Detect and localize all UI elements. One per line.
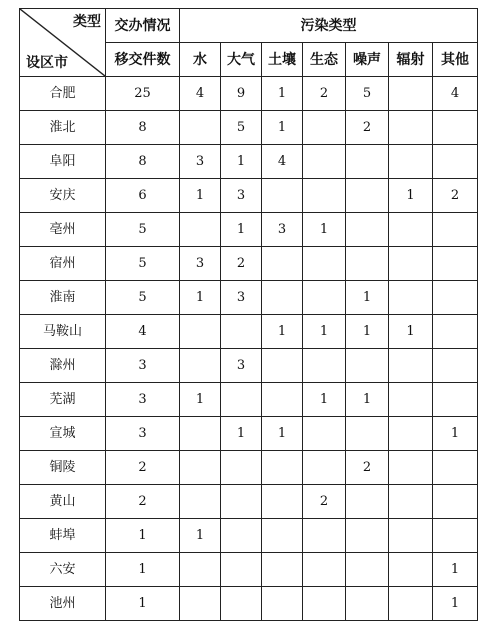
referral-count-cell: 5 bbox=[106, 213, 180, 247]
pollution-count-cell bbox=[433, 485, 478, 519]
pollution-count-cell bbox=[180, 349, 221, 383]
pollution-count-cell bbox=[180, 587, 221, 621]
pollution-count-cell bbox=[180, 485, 221, 519]
pollution-count-cell bbox=[346, 213, 389, 247]
referral-count-cell: 2 bbox=[106, 451, 180, 485]
pollution-count-cell bbox=[389, 519, 433, 553]
pollution-count-cell bbox=[346, 417, 389, 451]
pollution-count-cell: 3 bbox=[262, 213, 303, 247]
pollution-count-cell bbox=[180, 451, 221, 485]
pollution-count-cell bbox=[389, 349, 433, 383]
type-header-soil: 土壤 bbox=[262, 43, 303, 77]
pollution-count-cell bbox=[389, 383, 433, 417]
table-row bbox=[20, 587, 478, 621]
pollution-count-cell bbox=[389, 247, 433, 281]
table-row bbox=[20, 77, 478, 111]
pollution-count-cell bbox=[346, 485, 389, 519]
table-row bbox=[20, 145, 478, 179]
handled-header: 交办情况 bbox=[106, 9, 180, 43]
pollution-count-cell: 4 bbox=[262, 145, 303, 179]
corner-bottom-label: 设区市 bbox=[26, 55, 68, 71]
pollution-count-cell bbox=[180, 417, 221, 451]
table-row bbox=[20, 213, 478, 247]
pollution-count-cell bbox=[433, 519, 478, 553]
referral-count-cell: 4 bbox=[106, 315, 180, 349]
pollution-count-cell bbox=[389, 281, 433, 315]
table-row bbox=[20, 349, 478, 383]
pollution-count-cell: 2 bbox=[303, 77, 346, 111]
pollution-count-cell bbox=[180, 213, 221, 247]
handled-subheader: 移交件数 bbox=[106, 43, 180, 77]
referral-count-cell: 25 bbox=[106, 77, 180, 111]
type-header-water: 水 bbox=[180, 43, 221, 77]
pollution-count-cell bbox=[303, 247, 346, 281]
pollution-referral-table bbox=[19, 8, 478, 621]
table-row bbox=[20, 451, 478, 485]
pollution-count-cell bbox=[433, 349, 478, 383]
referral-count-cell: 3 bbox=[106, 417, 180, 451]
pollution-count-cell bbox=[389, 111, 433, 145]
pollution-count-cell: 1 bbox=[262, 417, 303, 451]
referral-count-cell: 5 bbox=[106, 247, 180, 281]
pollution-count-cell bbox=[180, 111, 221, 145]
table-row bbox=[20, 179, 478, 213]
table-row bbox=[20, 485, 478, 519]
pollution-count-cell: 1 bbox=[389, 179, 433, 213]
pollution-count-cell bbox=[389, 553, 433, 587]
pollution-count-cell bbox=[303, 349, 346, 383]
corner-header-cell bbox=[20, 9, 106, 77]
pollution-count-cell bbox=[433, 145, 478, 179]
pollution-count-cell bbox=[389, 417, 433, 451]
pollution-count-cell bbox=[221, 383, 262, 417]
pollution-count-cell bbox=[221, 451, 262, 485]
pollution-count-cell bbox=[389, 77, 433, 111]
pollution-count-cell bbox=[303, 451, 346, 485]
pollution-count-cell: 1 bbox=[221, 145, 262, 179]
city-cell: 池州 bbox=[20, 587, 106, 621]
city-cell: 蚌埠 bbox=[20, 519, 106, 553]
city-cell: 宿州 bbox=[20, 247, 106, 281]
pollution-count-cell bbox=[180, 315, 221, 349]
pollution-count-cell: 9 bbox=[221, 77, 262, 111]
pollution-count-cell: 1 bbox=[262, 111, 303, 145]
city-cell: 宣城 bbox=[20, 417, 106, 451]
pollution-count-cell bbox=[303, 587, 346, 621]
pollution-count-cell: 1 bbox=[389, 315, 433, 349]
type-header-ecology: 生态 bbox=[303, 43, 346, 77]
pollution-count-cell bbox=[221, 519, 262, 553]
pollution-count-cell bbox=[346, 519, 389, 553]
pollution-count-cell bbox=[433, 315, 478, 349]
pollution-count-cell: 3 bbox=[221, 179, 262, 213]
pollution-count-cell bbox=[433, 281, 478, 315]
table-row bbox=[20, 111, 478, 145]
pollution-count-cell bbox=[262, 247, 303, 281]
pollution-count-cell bbox=[303, 179, 346, 213]
pollution-count-cell bbox=[262, 349, 303, 383]
city-cell: 芜湖 bbox=[20, 383, 106, 417]
table-row bbox=[20, 281, 478, 315]
pollution-count-cell bbox=[262, 485, 303, 519]
pollution-count-cell: 1 bbox=[262, 315, 303, 349]
table-row bbox=[20, 247, 478, 281]
pollution-count-cell bbox=[433, 247, 478, 281]
city-cell: 马鞍山 bbox=[20, 315, 106, 349]
pollution-count-cell bbox=[346, 587, 389, 621]
pollution-count-cell: 1 bbox=[433, 587, 478, 621]
pollution-count-cell: 2 bbox=[346, 451, 389, 485]
pollution-count-cell bbox=[346, 247, 389, 281]
type-header-noise: 噪声 bbox=[346, 43, 389, 77]
pollution-count-cell bbox=[262, 383, 303, 417]
pollution-count-cell bbox=[303, 145, 346, 179]
city-cell: 阜阳 bbox=[20, 145, 106, 179]
referral-count-cell: 1 bbox=[106, 519, 180, 553]
pollution-count-cell: 5 bbox=[346, 77, 389, 111]
city-cell: 滁州 bbox=[20, 349, 106, 383]
pollution-count-cell: 1 bbox=[433, 553, 478, 587]
pollution-count-cell bbox=[262, 519, 303, 553]
type-header-air: 大气 bbox=[221, 43, 262, 77]
pollution-count-cell bbox=[433, 213, 478, 247]
city-cell: 淮南 bbox=[20, 281, 106, 315]
pollution-count-cell bbox=[221, 553, 262, 587]
city-cell: 铜陵 bbox=[20, 451, 106, 485]
pollution-count-cell bbox=[262, 451, 303, 485]
pollution-count-cell bbox=[303, 111, 346, 145]
table-row bbox=[20, 553, 478, 587]
pollution-count-cell: 1 bbox=[180, 383, 221, 417]
referral-count-cell: 6 bbox=[106, 179, 180, 213]
pollution-count-cell bbox=[221, 587, 262, 621]
pollution-count-cell: 2 bbox=[303, 485, 346, 519]
pollution-count-cell bbox=[303, 417, 346, 451]
pollution-count-cell: 2 bbox=[221, 247, 262, 281]
pollution-count-cell: 3 bbox=[221, 349, 262, 383]
city-cell: 淮北 bbox=[20, 111, 106, 145]
pollution-count-cell bbox=[389, 451, 433, 485]
pollution-count-cell bbox=[262, 553, 303, 587]
pollution-count-cell: 4 bbox=[433, 77, 478, 111]
pollution-count-cell bbox=[433, 383, 478, 417]
pollution-count-cell bbox=[389, 213, 433, 247]
pollution-count-cell bbox=[262, 587, 303, 621]
referral-count-cell: 8 bbox=[106, 111, 180, 145]
referral-count-cell: 8 bbox=[106, 145, 180, 179]
pollution-count-cell: 3 bbox=[221, 281, 262, 315]
pollution-count-cell bbox=[389, 145, 433, 179]
pollution-count-cell: 1 bbox=[303, 383, 346, 417]
pollution-count-cell bbox=[389, 485, 433, 519]
pollution-count-cell: 1 bbox=[303, 315, 346, 349]
pollution-count-cell bbox=[262, 179, 303, 213]
pollution-count-cell bbox=[346, 145, 389, 179]
pollution-count-cell: 3 bbox=[180, 145, 221, 179]
pollution-count-cell bbox=[303, 519, 346, 553]
pollution-type-header: 污染类型 bbox=[180, 9, 478, 43]
referral-count-cell: 5 bbox=[106, 281, 180, 315]
pollution-count-cell bbox=[221, 485, 262, 519]
header-row-1 bbox=[20, 9, 478, 43]
city-cell: 六安 bbox=[20, 553, 106, 587]
type-header-radiation: 辐射 bbox=[389, 43, 433, 77]
pollution-count-cell: 1 bbox=[346, 315, 389, 349]
pollution-count-cell: 1 bbox=[221, 417, 262, 451]
pollution-count-cell: 1 bbox=[346, 383, 389, 417]
pollution-count-cell bbox=[346, 179, 389, 213]
referral-count-cell: 3 bbox=[106, 383, 180, 417]
pollution-count-cell bbox=[433, 111, 478, 145]
city-cell: 亳州 bbox=[20, 213, 106, 247]
corner-top-label: 类型 bbox=[73, 14, 101, 30]
pollution-count-cell: 1 bbox=[180, 281, 221, 315]
pollution-count-cell bbox=[303, 281, 346, 315]
pollution-count-cell bbox=[180, 553, 221, 587]
pollution-count-cell bbox=[346, 553, 389, 587]
referral-count-cell: 3 bbox=[106, 349, 180, 383]
pollution-count-cell: 2 bbox=[346, 111, 389, 145]
pollution-count-cell bbox=[221, 315, 262, 349]
table-row bbox=[20, 519, 478, 553]
pollution-count-cell: 1 bbox=[346, 281, 389, 315]
referral-count-cell: 1 bbox=[106, 553, 180, 587]
table-row bbox=[20, 417, 478, 451]
pollution-count-cell: 5 bbox=[221, 111, 262, 145]
city-cell: 安庆 bbox=[20, 179, 106, 213]
table-row bbox=[20, 315, 478, 349]
pollution-count-cell bbox=[262, 281, 303, 315]
pollution-count-cell: 1 bbox=[180, 519, 221, 553]
city-cell: 合肥 bbox=[20, 77, 106, 111]
pollution-count-cell: 1 bbox=[303, 213, 346, 247]
pollution-count-cell: 1 bbox=[433, 417, 478, 451]
type-header-other: 其他 bbox=[433, 43, 478, 77]
referral-count-cell: 2 bbox=[106, 485, 180, 519]
pollution-count-cell: 2 bbox=[433, 179, 478, 213]
table-row bbox=[20, 383, 478, 417]
pollution-count-cell: 3 bbox=[180, 247, 221, 281]
pollution-count-cell bbox=[389, 587, 433, 621]
pollution-count-cell bbox=[303, 553, 346, 587]
pollution-count-cell: 1 bbox=[221, 213, 262, 247]
pollution-count-cell: 4 bbox=[180, 77, 221, 111]
pollution-count-cell bbox=[433, 451, 478, 485]
pollution-count-cell bbox=[346, 349, 389, 383]
referral-count-cell: 1 bbox=[106, 587, 180, 621]
city-cell: 黄山 bbox=[20, 485, 106, 519]
pollution-count-cell: 1 bbox=[180, 179, 221, 213]
pollution-count-cell: 1 bbox=[262, 77, 303, 111]
